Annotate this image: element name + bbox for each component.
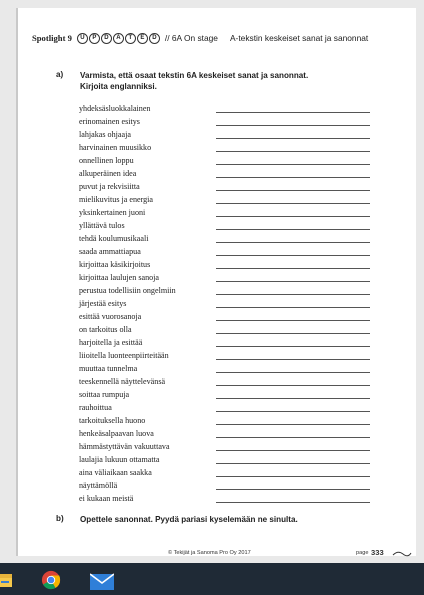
answer-line[interactable] (216, 333, 370, 334)
answer-line[interactable] (216, 372, 370, 373)
page-label: page (356, 550, 369, 556)
answer-line[interactable] (216, 502, 370, 503)
answer-line[interactable] (216, 437, 370, 438)
badge-letter: U (77, 33, 88, 44)
answer-line[interactable] (216, 385, 370, 386)
answer-line[interactable] (216, 346, 370, 347)
vocabulary-term: tarkoituksella huono (79, 416, 146, 426)
page-footer (18, 548, 416, 560)
answer-line[interactable] (216, 450, 370, 451)
vocabulary-term: alkuperäinen idea (79, 169, 137, 179)
vocabulary-row (79, 324, 409, 337)
vocabulary-term: yllättävä tulos (79, 221, 125, 231)
vocabulary-term: laulajia lukuun ottamatta (79, 455, 160, 465)
answer-line[interactable] (216, 164, 370, 165)
vocabulary-row (79, 363, 409, 376)
vocabulary-term: onnellinen loppu (79, 156, 134, 166)
page-number: 333 (371, 548, 384, 557)
vocabulary-row (79, 246, 409, 259)
chrome-icon[interactable] (40, 570, 62, 590)
vocabulary-term: hämmästyttävän vakuuttava (79, 442, 170, 452)
answer-line[interactable] (216, 463, 370, 464)
section-title: A-tekstin keskeiset sanat ja sanonnat (229, 33, 369, 43)
badge-letter: E (137, 33, 148, 44)
vocabulary-row (79, 311, 409, 324)
vocabulary-term: yhdeksäsluokkalainen (79, 104, 151, 113)
answer-line[interactable] (216, 190, 370, 191)
vocabulary-row (79, 467, 409, 480)
vocabulary-term: muuttaa tunnelma (79, 364, 138, 374)
vocabulary-row (79, 285, 409, 298)
answer-line[interactable] (216, 268, 370, 269)
vocabulary-term: näyttämöllä (79, 481, 118, 491)
answer-line[interactable] (216, 320, 370, 321)
answer-line[interactable] (216, 203, 370, 204)
vocabulary-row (79, 207, 409, 220)
vocabulary-term: harvinainen muusikko (79, 143, 152, 153)
badge-letter: D (149, 33, 160, 44)
vocabulary-term: kirjoittaa laulujen sanoja (79, 273, 160, 283)
vocabulary-term: saada ammattiapua (79, 247, 141, 257)
vocabulary-row (79, 155, 409, 168)
vocabulary-row (79, 129, 409, 142)
badge-letter: A (113, 33, 124, 44)
vocabulary-row (79, 441, 409, 454)
vocabulary-term: soittaa rumpuja (79, 390, 130, 400)
vocabulary-row (79, 103, 409, 116)
task-a-instruction: Varmista, että osaat tekstin 6A keskeiset sanat ja sanonnat. (80, 71, 309, 80)
brand-title: Spotlight 9 (32, 33, 72, 43)
answer-line[interactable] (216, 229, 370, 230)
answer-line[interactable] (216, 359, 370, 360)
task-b-instruction: Opettele sanonnat. Pyydä pariasi kyselemään ne sinulta. (80, 515, 298, 524)
vocabulary-term: rauhoittua (79, 403, 112, 413)
vocabulary-row (79, 402, 409, 415)
answer-line[interactable] (216, 411, 370, 412)
vocabulary-row (79, 181, 409, 194)
vocabulary-row (79, 428, 409, 441)
vocabulary-term: ei kukaan meistä (79, 494, 134, 504)
vocabulary-row (79, 298, 409, 311)
vocabulary-term: henkeäsalpaavan luova (79, 429, 154, 439)
answer-line[interactable] (216, 398, 370, 399)
vocabulary-term: liioitella luonteenpiirteitään (79, 351, 169, 361)
answer-line[interactable] (216, 242, 370, 243)
answer-line[interactable] (216, 424, 370, 425)
answer-line[interactable] (216, 138, 370, 139)
lesson-label: // 6A On stage (164, 33, 218, 43)
mail-icon[interactable] (90, 572, 114, 592)
vocabulary-term: aina väliaikaan saakka (79, 468, 152, 478)
vocabulary-term: perustua todellisiin ongelmiin (79, 286, 176, 296)
vocabulary-row (79, 168, 409, 181)
answer-line[interactable] (216, 476, 370, 477)
vocabulary-row (79, 376, 409, 389)
answer-line[interactable] (216, 255, 370, 256)
task-b-letter: b) (56, 514, 64, 523)
vocabulary-term: erinomainen esitys (79, 117, 140, 127)
vocabulary-row (79, 350, 409, 363)
vocabulary-term: puvut ja rekvisiitta (79, 182, 140, 192)
answer-line[interactable] (216, 307, 370, 308)
vocabulary-term: tehdä koulumusikaali (79, 234, 149, 244)
swoosh-icon (392, 550, 412, 558)
badge-letter: D (101, 33, 112, 44)
vocabulary-row (79, 116, 409, 129)
answer-line[interactable] (216, 281, 370, 282)
task-a-instruction-2: Kirjoita englanniksi. (80, 82, 157, 91)
copyright-text: © Tekijät ja Sanoma Pro Oy 2017 (168, 550, 251, 556)
worksheet-page (18, 8, 416, 556)
vocabulary-row (79, 142, 409, 155)
answer-line[interactable] (216, 294, 370, 295)
vocabulary-term: on tarkoitus olla (79, 325, 132, 335)
answer-line[interactable] (216, 177, 370, 178)
vocabulary-row (79, 337, 409, 350)
vocabulary-term: harjoitella ja esittää (79, 338, 143, 348)
vocabulary-term: järjestää esitys (79, 299, 127, 309)
answer-line[interactable] (216, 151, 370, 152)
vocabulary-row (79, 480, 409, 493)
vocabulary-row (79, 194, 409, 207)
vocabulary-term: lahjakas ohjaaja (79, 130, 131, 140)
answer-line[interactable] (216, 112, 370, 113)
vocabulary-row (79, 415, 409, 428)
vocabulary-row (79, 272, 409, 285)
vocabulary-term: mielikuvitus ja energia (79, 195, 154, 205)
windows-taskbar (0, 563, 424, 595)
vocabulary-term: kirjoittaa käsikirjoitus (79, 260, 151, 270)
vocabulary-term: teeskennellä näyttelevänsä (79, 377, 166, 387)
vocabulary-row (79, 220, 409, 233)
updated-badge (77, 33, 161, 44)
vocabulary-row (79, 233, 409, 246)
vocabulary-row (79, 389, 409, 402)
badge-letter: T (125, 33, 136, 44)
vocabulary-term: esittää vuorosanoja (79, 312, 142, 322)
page-header (32, 30, 412, 46)
vocabulary-row (79, 259, 409, 272)
vocabulary-list (79, 103, 409, 506)
answer-line[interactable] (216, 216, 370, 217)
answer-line[interactable] (216, 489, 370, 490)
answer-line[interactable] (216, 125, 370, 126)
vocabulary-row (79, 493, 409, 506)
task-a-letter: a) (56, 70, 64, 79)
vocabulary-term: yksinkertainen juoni (79, 208, 146, 218)
badge-letter: P (89, 33, 100, 44)
vocabulary-row (79, 454, 409, 467)
file-explorer-icon[interactable] (0, 570, 14, 590)
